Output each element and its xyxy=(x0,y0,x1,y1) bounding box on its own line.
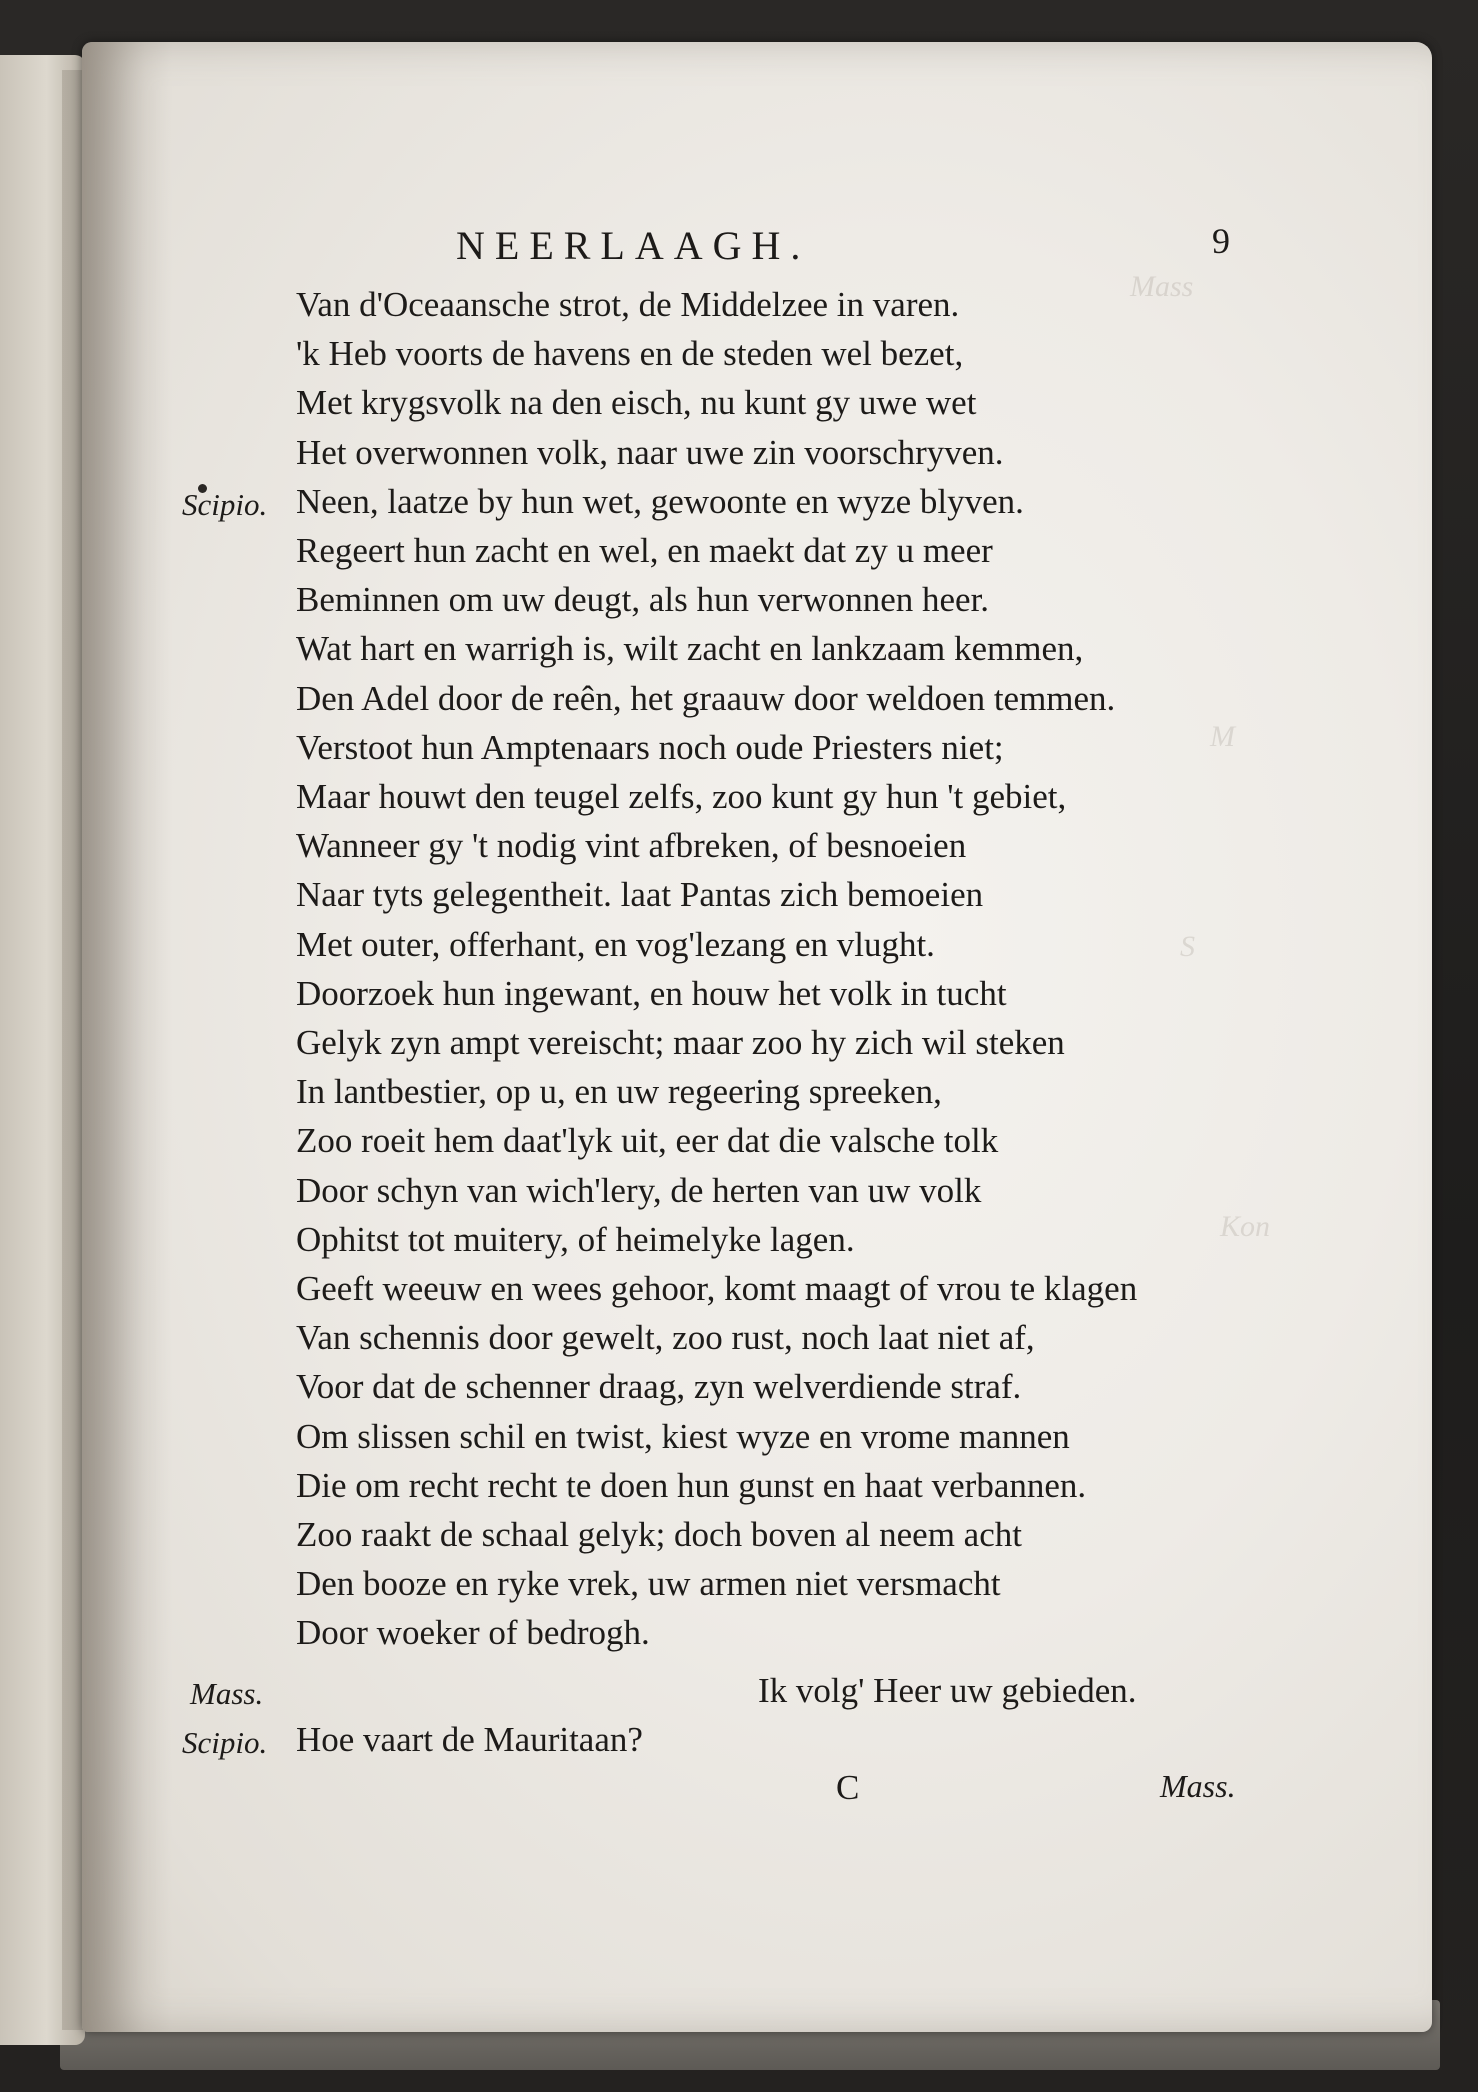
verse-line: 'k Heb voorts de havens en de steden wel bezet, xyxy=(296,334,964,374)
verse-line: Van schennis door gewelt, zoo rust, noch laat niet af, xyxy=(296,1318,1035,1358)
verse-line: Geeft weeuw en wees gehoor, komt maagt of vrou te klagen xyxy=(296,1269,1138,1308)
page-number: 9 xyxy=(1212,221,1230,261)
verse-line: Wat hart en warrigh is, wilt zacht en lankzaam kemmen, xyxy=(296,629,1084,669)
verse-line: Verstoot hun Amptenaars noch oude Priesters niet; xyxy=(296,727,1004,767)
verse-line: Zoo raakt de schaal gelyk; doch boven al neem acht xyxy=(296,1515,1022,1554)
verse-line: Naar tyts gelegentheit. laat Pantas zich bemoeien xyxy=(296,875,984,915)
verse-line: Van d'Oceaansche strot, de Middelzee in varen. xyxy=(296,285,960,324)
verse-line: Ik volg' Heer uw gebieden. xyxy=(758,1670,1137,1710)
verse-line: Om slissen schil en twist, kiest wyze en vrome mannen xyxy=(296,1416,1070,1456)
verse-line: Gelyk zyn ampt vereischt; maar zoo hy zich wil steken xyxy=(296,1023,1065,1062)
show-through-text: Mass xyxy=(1130,270,1194,303)
verse-line: Zoo roeit hem daat'lyk uit, eer dat die valsche tolk xyxy=(296,1121,999,1161)
verse-line: Voor dat de schenner draag, zyn welverdiende straf. xyxy=(296,1367,1022,1407)
verse-line: Den booze en ryke vrek, uw armen niet versmacht xyxy=(296,1564,1001,1604)
verse-line: Regeert hun zacht en wel, en maekt dat zy u meer xyxy=(296,531,993,570)
verse-line: Met outer, offerhant, en vog'lezang en vlught. xyxy=(296,924,935,964)
verse-line: Doorzoek hun ingewant, en houw het volk in tucht xyxy=(296,973,1007,1013)
verse-line: Ophitst tot muitery, of heimelyke lagen. xyxy=(296,1219,855,1259)
verse-line: Door schyn van wich'lery, de herten van uw volk xyxy=(296,1170,982,1210)
show-through-text: Kon xyxy=(1220,1210,1271,1243)
running-head: NEERLAAGH. xyxy=(456,223,811,268)
speaker-label: Scipio. xyxy=(182,1724,268,1760)
verse-line: Den Adel door de reên, het graauw door weldoen temmen. xyxy=(296,678,1116,718)
verse-line: Hoe vaart de Mauritaan? xyxy=(296,1719,643,1759)
verse-line: Neen, laatze by hun wet, gewoonte en wyze blyven. xyxy=(296,481,1024,521)
verse-line: Beminnen om uw deugt, als hun verwonnen heer. xyxy=(296,580,990,620)
speaker-label: Mass. xyxy=(190,1675,264,1711)
verse-line: Maar houwt den teugel zelfs, zoo kunt gy hun 't gebiet, xyxy=(296,777,1067,816)
signature-mark: C xyxy=(836,1768,860,1807)
show-through-text: S xyxy=(1180,930,1195,963)
verse-line: Het overwonnen volk, naar uwe zin voorschryven. xyxy=(296,432,1004,472)
speaker-label: Scipio. xyxy=(182,486,268,522)
verse-line: Wanneer gy 't nodig vint afbreken, of besnoeien xyxy=(296,826,967,866)
verse-line: Met krygsvolk na den eisch, nu kunt gy uwe wet xyxy=(296,383,977,423)
verse-line: Door woeker of bedrogh. xyxy=(296,1613,650,1653)
verse-line: Die om recht recht te doen hun gunst en haat verbannen. xyxy=(296,1465,1087,1505)
show-through-text: M xyxy=(1210,720,1235,753)
catchword: Mass. xyxy=(1160,1768,1236,1804)
verse-line: In lantbestier, op u, en uw regeering spreeken, xyxy=(296,1072,942,1112)
